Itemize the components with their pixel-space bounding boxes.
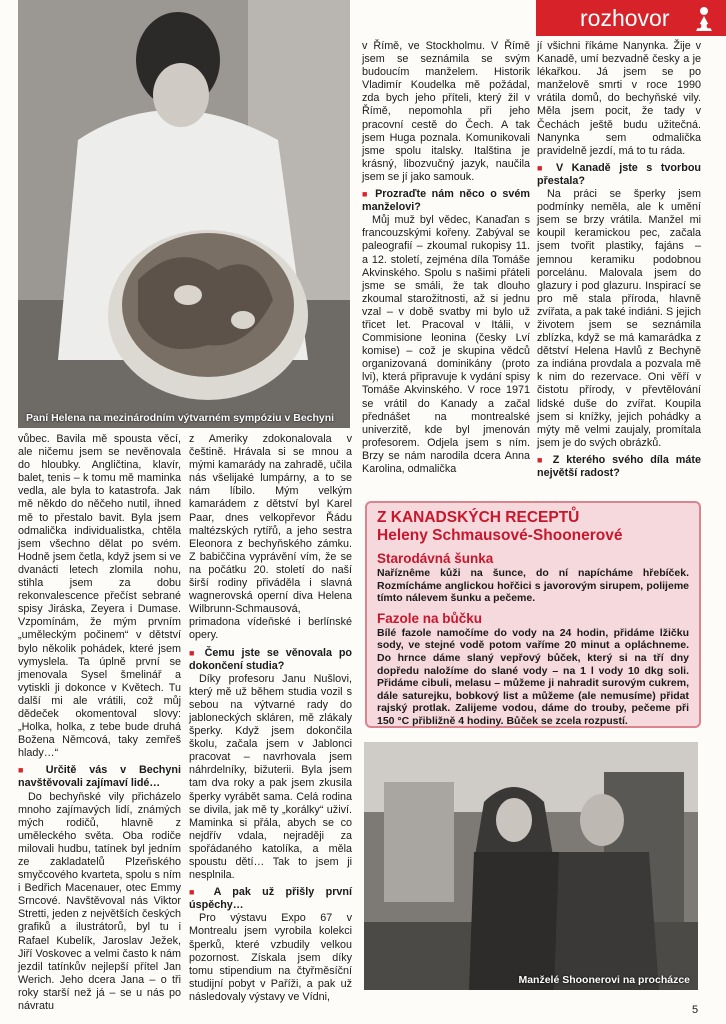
question-heading: ■ Určitě vás v Bechyni navštěvovali zajímaví lidé… <box>18 764 181 790</box>
recipe-subtitle: Heleny Schmausové-Shoonerové <box>377 527 623 544</box>
recipe-box <box>365 501 701 728</box>
question-heading: ■ Prozraďte nám něco o svém manželovi? <box>362 188 530 214</box>
recipe-1-title: Starodávná šunka <box>377 551 494 566</box>
column-mid-top <box>362 40 530 476</box>
paragraph: Na práci se šperky jsem podmínky neměla, ale k umění jsem se brzy vrátila. Manžel mi koupil keramickou pec, začala jsem tvořit plastiky, fajáns – jemnou keramiku podobnou porcelánu. Malovala jsem do glazury i pod glazuru. Inspirací se pro mě stala příroda, hlavně zvířata, a pak také indiáni. S jejich životem jsem se seznámila zblízka, když se má kamarádka z dětství Helena Havlů z Bechyně za indiána provdala a pozvala mě k nim do rezervace. Oni věří v čistotu přírody, v převtělování lidské duše do zvířat. Koupila jsem si knížky, jejich pohádky a mýty mě velmi zaujaly, promítala jsem je do svých obrázků. <box>537 188 701 449</box>
photo2-caption: Manželé Shoonerovi na procházce <box>518 974 690 986</box>
paragraph: v Římě, ve Stockholmu. V Římě jsem se seznámila se svým budoucím manželem. Historik Vladimír Koudelka mě požádal, zda bych jeho příteli, který žil v Římě, nepomohla při jeho pracovní cestě do Čech. A tak jsem Huga poznala. Komunikovali jsme spolu italsky. Italština je krásný, libozvučný jazyk, naučila jsem se jí jako samouk. <box>362 40 530 183</box>
recipe-1-text: Naříznême kůži na šunce, do ní napícháme hřebíček. Rozmícháme anglickou hořčici s javorovým sirupem, polijeme tímto nálevem šunku a pečeme. <box>377 567 689 605</box>
section-tab <box>536 0 726 36</box>
recipe-2-title: Fazole na bůčku <box>377 610 483 626</box>
paragraph: vůbec. Bavila mě spousta věcí, ale ničemu jsem se nevěnovala do hloubky. Angličtina, klavír, balet, tenis – k tomu mě maminka vedla, ale byla to katastrofa. Jak mě někdo do něčeho nutil, ihned mě to přestalo bavit. Byla jsem odmalička individualistka, chtěla jsem všechno dělat po svém. Hodně jsem četla, když jsem si ve dvanácti letech zlomila nohu, stihla jsem za dobu rekonvalescence přečíst sebrané spisy Jiráska, Zeyera i Dumase. Vzpomínám, že mým prvním „uměleckým počinem“ v dětství bylo několik pohádek, které jsem vymyslela. Ta úplně první se jmenovala Sysel šmelinář a vytiskli ji dokonce v Květech. Tu další mi ale vrátili, což můj dědeček okomentoval slovy: „Holka, holka, z tebe bude druhá Božena Němcová, taky zemřeš hlady…“ <box>18 433 181 760</box>
column-right-top <box>537 40 701 480</box>
section-logo-icon <box>692 6 716 32</box>
photo1-caption: Paní Helena na mezinárodním výtvarném sympóziu v Bechyni <box>26 412 335 424</box>
question-heading: ■ A pak už přišly první úspěchy… <box>189 886 352 912</box>
recipe-2-text: Bílé fazole namočíme do vody na 24 hodin, přidáme lžičku sody, ve stejné vodě potom vaříme 20 minut a opláchneme. Do hrnce dáme slaný vepřový bůček, který si na tří dny dopředu naložíme do slané vody – na 1 l vody 10 dkg soli. Přidáme cibuli, melasu – můžeme ji nahradit surovým cukrem, dále saturejku, bobkový list a můžeme (ale nemusíme) přidat rajský protlak. Zalijeme vodou, dáme do trouby, pečeme při 150 °C přibližně 4 hodiny. Bůček se zcela rozpustí. <box>377 626 689 727</box>
question-heading: ■ Čemu jste se věnovala po dokončení studia? <box>189 647 352 673</box>
paragraph: z Ameriky zdokonalovala v češtině. Hrávala si se mnou a mými kamarády na zahradě, učila nás všelijaké lumpárny, a to se nám líbilo. Mým velkým kamarádem z dětství byl Karel Paar, dnes velkopřevor Řádu maltézských rytířů, a jeho sestra Eleonora z bechyňského zámku. Z babiččina vyprávění vím, že se na počátku 20. století do naší širší rodiny přiváděla i slavná wagnerovská operní diva Helena Wilbrunn-Schmausová, primadona vídeňské i berlínské opery. <box>189 433 352 642</box>
section-title: rozhovor <box>580 5 670 31</box>
photo-couple-illustration <box>364 742 698 990</box>
question-heading: ■ Z kterého svého díla máte největší radost? <box>537 454 701 480</box>
photo-helena-sculpture <box>18 0 350 428</box>
page-number: 5 <box>692 1004 699 1016</box>
paragraph: Do bechyňské vily přicházelo mnoho zajímavých lidí, známých mých rodičů, hlavně z uměleckého světa. Oba rodiče milovali hudbu, tatínek byl jedním ze zakladatelů Plzeňského smyčcového kvarteta, spolu s ním i Bedřich Macenauer, otec Emmy Srncové. Navštěvoval nás Viktor Stretti, jeden z největších českých grafiků a ilustrátorů, byl tu i Rafael Kubelík, Jaroslav Ježek, Jiří Voskovec a velmi často k nám jezdil tatínkův nejlepší přítel Jan Werich. Jeho dcera Jana – o tři roky starší než já – se u nás po návratu <box>18 790 181 1013</box>
column-1 <box>18 433 181 1013</box>
paragraph: Díky profesoru Janu Nušlovi, který mě už během studia vozil s sebou na výtvarné rady do jabloneckých skláren, mě zlákaly šperky. Když jsem dokončila školu, začala jsem v Jablonci pracovat – navrhovala jsem náhrdelníky, bižuterii. Byla jsem tam dva roky a pak jsem zkusila šperky vyrábět sama. Celá rodina se divila, jak mě ty „korálky“ uživí. Maminka si přála, abych se co nejdřív vdala, nejraději za spořádaného katolíka, a měla spoustu dětí… Tak to jsem ji nesplnila. <box>189 672 352 882</box>
photo-helena-illustration <box>18 0 350 428</box>
recipe-title: Z KANADSKÝCH RECEPTŮ <box>377 509 580 526</box>
column-2 <box>189 433 352 1004</box>
paragraph: Pro výstavu Expo 67 v Montrealu jsem vyrobila kolekci šperků, které vzbudily velkou pozornost. Získala jsem díky tomu stipendium na čtyřměsíční studijní pobyt v Paříži, a pak už následovaly výstavy ve Vídni, <box>189 912 352 1003</box>
photo-shooners-walk <box>364 742 698 990</box>
paragraph: jí všichni říkáme Nanynka. Žije v Kanadě, umí bezvadně česky a je lékařkou. Já jsem se po manželově smrti v roce 1990 vrátila domů, do bechyňské vily. Měla jsem pocit, že tady v Čechách ještě budu užitečná. Nanynka sem odmalička pravidelně jezdí, má to tu ráda. <box>537 40 701 157</box>
question-heading: ■ V Kanadě jste s tvorbou přestala? <box>537 162 701 188</box>
paragraph: Můj muž byl vědec, Kanaďan s francouzskými kořeny. Zabýval se paleografií – zkoumal rukopisy 11. a 12. století, zejména díla Tomáše Akvinského. Spolu s našimi přáteli jsme se smáli, že tak dlouho zkoumal starožitnosti, až si jednu vzal – v době svatby mi bylo už třicet let. Pracoval v Itálii, v Commisione leonina (česky Lví komise) – což je skupina vědců organizovaná dominikány (proto lvi), která připravuje k vydání spisy Tomáše Akvinského. V roce 1971 se vrátil do Kanady a začal přednášet na montrealské univerzitě, kde byl jmenován profesorem. Odjela jsem s ním. Brzy se nám narodila dcera Anna Karolina, odmalička <box>362 214 530 475</box>
